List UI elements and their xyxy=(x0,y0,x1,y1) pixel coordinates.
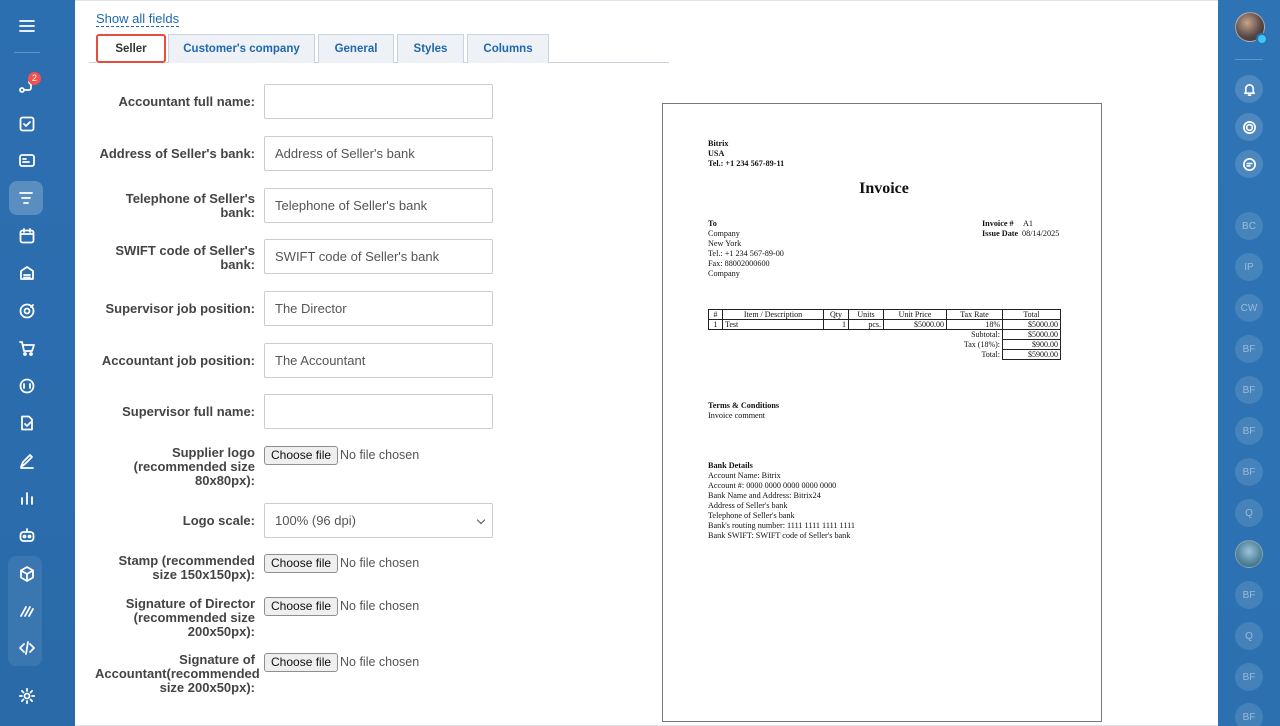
issue-date-label: Issue Date xyxy=(982,229,1019,238)
sidebar-divider xyxy=(14,52,40,53)
accountant-full-name-label: Accountant full name: xyxy=(118,94,255,109)
marketplace-icon[interactable] xyxy=(13,560,41,588)
supervisor-full-name-label: Supervisor full name: xyxy=(122,404,255,419)
subtotal-row xyxy=(709,330,1061,340)
tab-styles[interactable]: Styles xyxy=(397,34,464,63)
director-signature-file-status: No file chosen xyxy=(340,599,420,613)
bank-swift-input[interactable]: SWIFT code of Seller's bank xyxy=(264,239,493,274)
tab-columns[interactable]: Columns xyxy=(467,34,549,63)
show-all-fields-link[interactable]: Show all fields xyxy=(96,11,180,26)
accountant-signature-label: Signature of Accountant(recommended size 200x50px): xyxy=(95,652,260,695)
supplier-logo-label: Supplier logo (recommended size 80x80px): xyxy=(133,445,255,488)
supervisor-position-label: Supervisor job position: xyxy=(105,301,255,316)
director-signature-label: Signature of Director (recommended size 200x50px): xyxy=(125,596,255,639)
terms-text: Invoice comment xyxy=(708,411,766,420)
logo-scale-select[interactable] xyxy=(264,503,493,538)
calendar-icon[interactable] xyxy=(13,222,41,250)
bank-line: Bank Name and Address: Bitrix24 xyxy=(708,491,821,500)
invoice-title: Invoice xyxy=(859,180,909,197)
contact-avatar-photo[interactable] xyxy=(1235,540,1263,568)
target-icon[interactable] xyxy=(1235,113,1263,141)
contact-avatar[interactable]: BF xyxy=(1235,581,1263,609)
cell: 1 xyxy=(824,320,849,330)
bank-address-label: Address of Seller's bank: xyxy=(99,146,255,161)
sites-icon[interactable] xyxy=(13,297,41,325)
contact-avatar[interactable]: BC xyxy=(1235,212,1263,240)
bell-icon[interactable] xyxy=(1235,75,1263,103)
cell: pcs. xyxy=(849,320,884,330)
contact-avatar[interactable]: CW xyxy=(1235,294,1263,322)
accountant-position-input[interactable]: The Accountant xyxy=(264,343,493,378)
bank-details-title: Bank Details xyxy=(708,461,753,470)
contact-avatar[interactable]: BF xyxy=(1235,335,1263,363)
to-label: To xyxy=(708,219,717,228)
tax-value: $900.00 xyxy=(1003,340,1061,350)
table-header-row xyxy=(709,310,1061,320)
total-label: Total: xyxy=(981,350,1000,359)
logo-scale-label: Logo scale: xyxy=(182,513,255,528)
contact-center-icon[interactable] xyxy=(13,372,41,400)
chat-search-icon[interactable] xyxy=(1235,150,1263,178)
bank-swift-label: SWIFT code of Seller's bank: xyxy=(115,243,255,272)
chevron-down-icon xyxy=(477,516,485,524)
col-header: Tax Rate xyxy=(947,310,1003,320)
automation-icon[interactable] xyxy=(13,521,41,549)
supplier-logo-file-button[interactable]: Choose file xyxy=(264,446,338,465)
cell: 18% xyxy=(947,320,1003,330)
col-header: Total xyxy=(1003,310,1061,320)
contact-avatar[interactable]: Q xyxy=(1235,622,1263,650)
menu-icon[interactable] xyxy=(13,12,41,40)
to-line: New York xyxy=(708,239,742,248)
invoice-items-table xyxy=(708,309,1061,360)
col-header: # xyxy=(709,310,723,320)
tab-general[interactable]: General xyxy=(318,34,394,63)
bank-phone-input[interactable]: Telephone of Seller's bank xyxy=(264,188,493,223)
sidebar-divider xyxy=(1235,59,1263,60)
contact-avatar[interactable]: BF xyxy=(1235,417,1263,445)
subtotal-label: Subtotal: xyxy=(971,330,1000,340)
to-line: Tel.: +1 234 567-89-00 xyxy=(708,249,784,258)
analytics-icon[interactable] xyxy=(13,484,41,512)
tab-seller[interactable]: Seller xyxy=(96,34,166,63)
total-row xyxy=(709,350,1061,360)
bank-phone-label: Telephone of Seller's bank: xyxy=(125,191,255,220)
supplier-logo-file-status: No file chosen xyxy=(340,448,420,462)
bank-line: Bank's routing number: 1111 1111 1111 1111 xyxy=(708,521,856,530)
right-sidebar xyxy=(1218,0,1280,726)
contact-avatar[interactable]: BF xyxy=(1235,458,1263,486)
invoice-number-label: Invoice # xyxy=(982,219,1014,228)
left-sidebar xyxy=(0,0,75,726)
issue-date: 08/14/2025 xyxy=(1022,229,1060,238)
invoice-number: A1 xyxy=(1023,219,1034,228)
contact-avatar[interactable]: Q xyxy=(1235,499,1263,527)
settings-icon[interactable] xyxy=(13,682,41,710)
bank-line: Account Name: Bitrix xyxy=(708,471,781,480)
chat-icon[interactable] xyxy=(13,147,41,175)
col-header: Item / Description xyxy=(723,310,824,320)
seller-name: Bitrix xyxy=(708,139,729,148)
to-line: Fax: 88002000600 xyxy=(708,259,770,268)
total-value: $5900.00 xyxy=(1003,350,1061,360)
tab-bar xyxy=(89,34,669,63)
accountant-signature-file-button[interactable]: Choose file xyxy=(264,653,338,672)
accountant-position-label: Accountant job position: xyxy=(101,353,255,368)
seller-country: USA xyxy=(708,149,725,158)
bank-line: Address of Seller's bank xyxy=(708,501,788,510)
terms-title: Terms & Conditions xyxy=(708,401,780,410)
logo-scale-value: 100% (96 dpi) xyxy=(275,513,356,528)
supervisor-full-name-input[interactable] xyxy=(264,394,493,429)
stamp-file-status: No file chosen xyxy=(340,556,420,570)
drive-icon[interactable] xyxy=(13,259,41,287)
table-row xyxy=(709,320,1061,330)
contact-avatar[interactable]: BF xyxy=(1235,663,1263,691)
col-header: Qty xyxy=(824,310,849,320)
crm-icon[interactable] xyxy=(9,181,43,215)
to-line: Company xyxy=(708,269,740,278)
tax-label: Tax (18%): xyxy=(963,340,1000,349)
designer-icon[interactable] xyxy=(13,597,41,625)
contact-avatar[interactable]: BF xyxy=(1235,376,1263,404)
bank-line: Telephone of Seller's bank xyxy=(708,511,795,520)
bank-line: Account #: 0000 0000 0000 0000 0000 xyxy=(708,481,837,490)
cell: 1 xyxy=(709,320,723,330)
signature-icon[interactable] xyxy=(13,447,41,475)
bank-line: Bank SWIFT: SWIFT code of Seller's bank xyxy=(708,531,851,540)
bank-address-input[interactable]: Address of Seller's bank xyxy=(264,136,493,171)
invoice-preview xyxy=(662,103,1102,722)
stamp-file-button[interactable]: Choose file xyxy=(264,554,338,573)
cell: $5000.00 xyxy=(884,320,947,330)
tab-customers-company[interactable]: Customer's company xyxy=(168,34,315,63)
developer-icon[interactable] xyxy=(13,634,41,662)
tasks-icon[interactable] xyxy=(13,110,41,138)
shop-icon[interactable] xyxy=(13,334,41,362)
documents-icon[interactable] xyxy=(13,409,41,437)
contact-avatar[interactable]: BF xyxy=(1235,703,1263,726)
tax-row xyxy=(709,340,1061,350)
seller-phone: Tel.: +1 234 567-89-11 xyxy=(708,159,785,168)
cell: $5000.00 xyxy=(1003,320,1061,330)
supervisor-position-input[interactable]: The Director xyxy=(264,291,493,326)
col-header: Unit Price xyxy=(884,310,947,320)
main-content xyxy=(75,0,1218,726)
stamp-label: Stamp (recommended size 150x150px): xyxy=(118,553,255,582)
notification-badge: 2 xyxy=(28,72,41,85)
accountant-signature-file-status: No file chosen xyxy=(340,655,420,669)
subtotal-value: $5000.00 xyxy=(1003,330,1061,340)
contact-avatar[interactable]: IP xyxy=(1235,253,1263,281)
play-icon xyxy=(1256,33,1268,45)
col-header: Units xyxy=(849,310,884,320)
director-signature-file-button[interactable]: Choose file xyxy=(264,597,338,616)
accountant-full-name-input[interactable] xyxy=(264,84,493,119)
cell: Test xyxy=(723,320,824,330)
to-line: Company xyxy=(708,229,740,238)
